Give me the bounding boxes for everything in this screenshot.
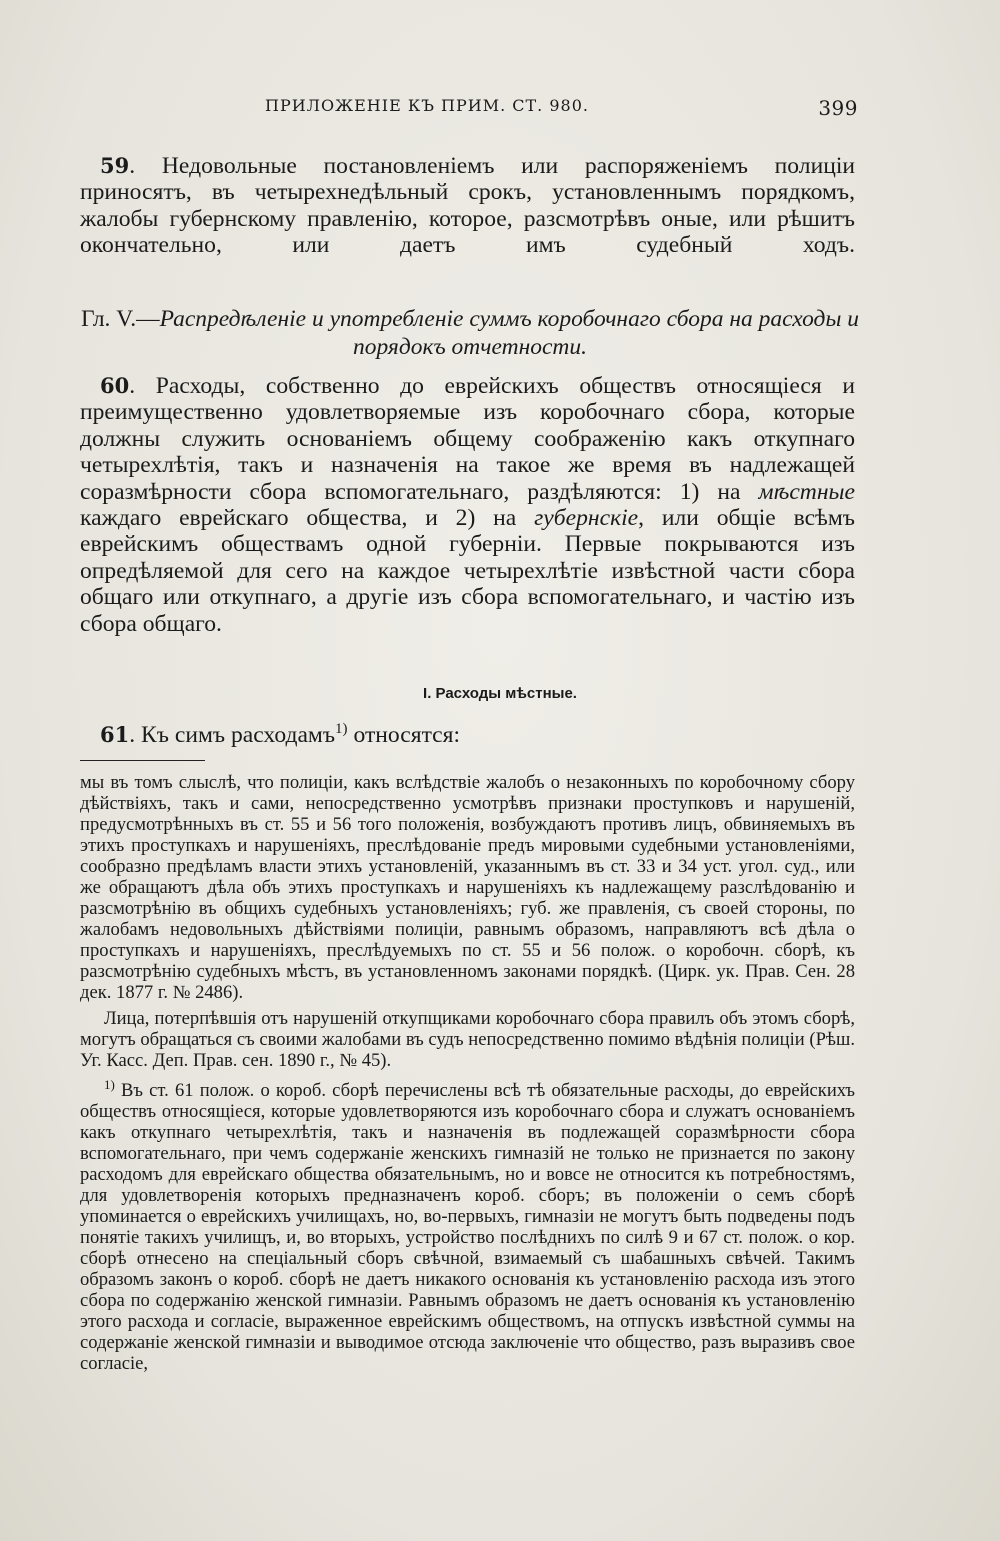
article-text: каждаго еврейскаго общества, и 2) на — [80, 505, 517, 532]
paragraph-60: 60. Расходы, собственно до еврейскихъ обществъ относящіеся и преимущественно удовлетворяемые изъ коробочнаго сбора, которые должны служить основаніемъ общему соображенію какъ откупнаго четырехлѣтія, такъ и назначенія на такое же время въ надлежащей соразмѣрности сбора вспомогательнаго, раздѣляются: 1) на мѣстные каждаго еврейскаго общества, и 2) на губернскіе, или общіе всѣмъ еврейскимъ обществамъ одной губерніи. Первые покрываются изъ опредѣляемой для сего на каждое четырехлѣтіе извѣстной части сбора общаго или откупнаго, а другіе изъ сбора вспомогательнаго, и частію изъ сбора общаго. — [80, 373, 855, 637]
article-text: относятся: — [353, 721, 461, 748]
footnote-persons: Лица, потерпѣвшія отъ нарушеній откупщиками коробочнаго сбора правилъ объ этомъ сборѣ, могутъ обращаться съ своими жалобами въ судъ непосредственно помимо вѣдѣнія полиціи (Рѣш. Уг. Касс. Деп. Прав. сен. 1890 г., № 45). — [80, 1007, 855, 1071]
chapter-heading — [80, 305, 860, 361]
footnote-divider — [80, 760, 205, 761]
chapter-label: Гл. V.— — [81, 306, 160, 332]
article-text: Недовольные постановленіемъ или распоряженіемъ полиціи приносятъ, въ четырехнедѣльный срокъ, установленнымъ порядкомъ, жалобы губернскому правленію, которое, разсмотрѣвъ оные, или рѣшитъ окончательно, или даетъ имъ судебный ходъ. — [80, 153, 855, 259]
article-number: 61 — [100, 721, 130, 747]
italic-term: мѣстные — [758, 478, 855, 505]
footnote-text: Въ ст. 61 полож. о короб. сборѣ перечислены всѣ тѣ обязательные расходы, до еврейскихъ обществъ относящіеся, которые удовлетворяются изъ коробочнаго сбора и служатъ основаніемъ какъ откупнаго четырехлѣтія, такъ и назначенія въ подлежащей соразмѣрности сбора вспомогательнаго, при чемъ содержаніе женскихъ гимназій не только не признается по закону расходомъ для еврейскаго общества обязательнымъ, но и вовсе не относится къ потребностямъ, для удовлетворенія которыхъ предназначенъ короб. сборъ; въ положеніи о семъ сборѣ упоминается о еврейскихъ училищахъ, но, во-первыхъ, гимназіи не могутъ быть подведены подъ понятіе такихъ училищъ, и, во вторыхъ, устройство послѣднихъ по силѣ 9 и 67 ст. полож. о кор. сборѣ отнесено на спеціальный сборъ свѣчной, взимаемый съ шабашныхъ свѣчей. Такимъ образомъ законъ о короб. сборѣ не даетъ никакого основанія къ установленію расхода изъ этого сбора по содержанію женской гимназіи. Равнымъ образомъ не даетъ основанія къ установленію этого расхода и согласіе, выраженное еврейскимъ обществомъ, на отпускъ извѣстной суммы на содержаніе женской гимназіи и выводимое отсюда заключеніе что общество, разъ выразивъ свое согласіе, — [80, 1079, 855, 1375]
footnote-continuation: мы въ томъ слыслѣ, что полиціи, какъ вслѣдствіе жалобъ о незаконныхъ по коробочному сбору дѣйствіяхъ, такъ и сами, непосредственно усмотрѣвъ признаки проступковъ и нарушеній, предусмотрѣнныхъ въ ст. 55 и 56 того положенія, возбуждаютъ противъ лицъ, обвиняемыхъ въ этихъ проступкахъ и нарушеніяхъ, преслѣдованіе предъ мировыми судебными установленіями, сообразно предѣламъ власти этихъ установленій, указаннымъ въ ст. 33 и 34 уст. угол. суд., или же обращаютъ дѣла объ этихъ проступкахъ и нарушеніяхъ къ надлежащему разслѣдованію и разсмотрѣнію въ общихъ судебныхъ установленіяхъ; губ. же правленія, съ своей стороны, по жалобамъ недовольныхъ дѣйствіями полиціи, равнымъ образомъ, направляютъ всѣ дѣла о проступкахъ и нарушеніяхъ, преслѣдуемыхъ по ст. 55 и 56 полож. о коробочн. сборѣ, къ разсмотрѣнію судебныхъ мѣстъ, въ установленномъ законами порядкѣ. (Цирк. ук. Прав. Сен. 28 дек. 1877 г. № 2486). — [80, 772, 855, 1004]
article-text: Расходы, собственно до еврейскихъ обществъ относящіеся и преимущественно удовлетворяемые изъ коробочнаго сбора, которые должны служить основаніемъ общему соображенію какъ откупнаго четырехлѣтія, такъ и назначенія на такое же время въ надлежащей соразмѣрности сбора вспомогательнаго, раздѣляются: 1) на — [80, 373, 855, 505]
section-title: I. Расходы мѣстные. — [423, 685, 577, 702]
paragraph-61: 61. Къ симъ расходамъ$^{1)}$ относятся: — [100, 721, 461, 748]
article-text: , или общіе всѣмъ еврейскимъ обществамъ одной губерніи. Первые покрываются изъ опредѣляемой для сего на каждое четырехлѣтіе извѣстной части сбора общаго или откупнаго, а другіе изъ сбора вспомогательнаго, и частію изъ сбора общаго. — [80, 505, 855, 637]
footnote-marker: 1) — [335, 721, 348, 737]
chapter-title: Распредѣленіе и употребленіе суммъ коробочнаго сбора на расходы и порядокъ отчетности. — [159, 306, 859, 360]
footnotes — [80, 772, 855, 1375]
article-number: 60 — [100, 373, 130, 398]
footnote-marker: 1) — [104, 1076, 115, 1092]
paragraph-59: 59. Недовольные постановленіемъ или распоряженіемъ полиціи приносятъ, въ четырехнедѣльный срокъ, установленнымъ порядкомъ, жалобы губернскому правленію, которое, разсмотрѣвъ оные, или рѣшитъ окончательно, или даетъ имъ судебный ходъ. — [80, 153, 855, 259]
running-title: ПРИЛОЖЕНІЕ КЪ ПРИМ. СТ. 980. — [265, 96, 589, 115]
article-number: 59 — [100, 153, 130, 178]
running-header — [265, 96, 858, 120]
italic-term: губернскіе — [534, 505, 639, 532]
article-text: Къ симъ расходамъ — [141, 721, 336, 748]
page-number: 399 — [818, 96, 858, 120]
footnote-1 — [80, 1074, 855, 1375]
